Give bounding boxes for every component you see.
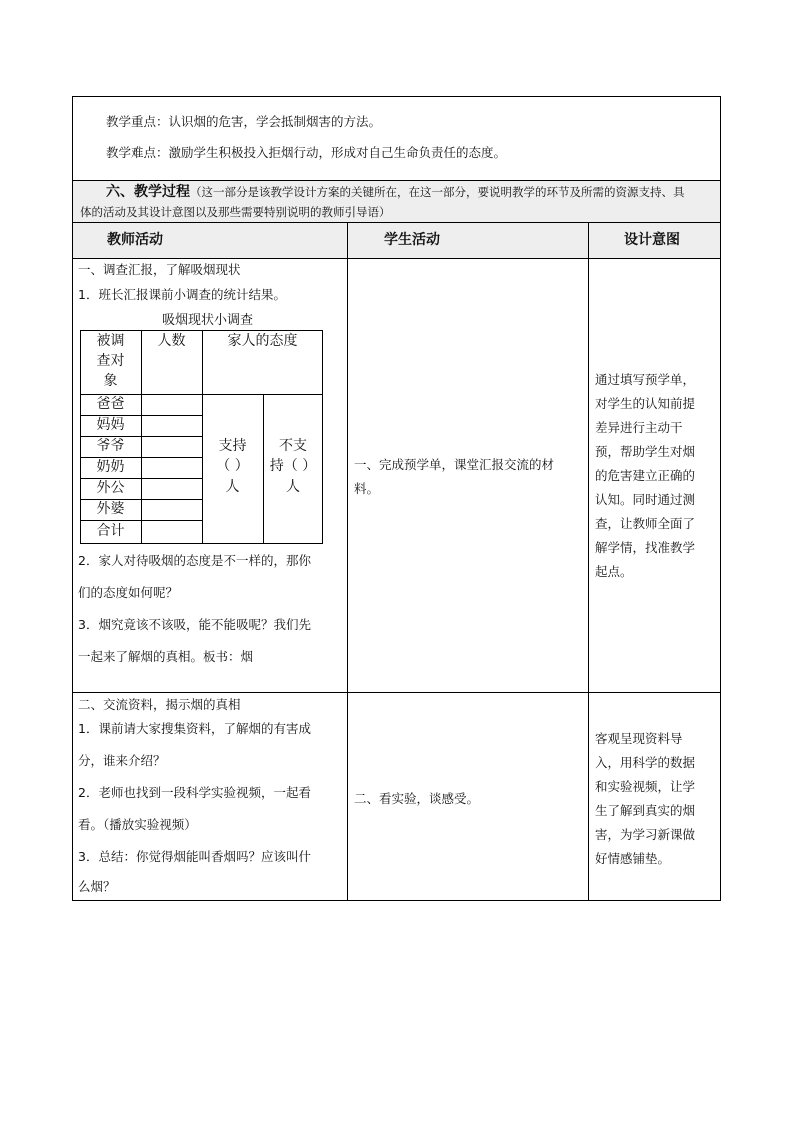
survey-row-label: 外公 <box>96 480 125 496</box>
survey-support: （ ） <box>216 458 249 474</box>
table-border-left <box>72 96 73 901</box>
intent-r1-line: 预，帮助学生对烟 <box>595 444 696 459</box>
survey-line <box>80 394 323 395</box>
teacher-r2-line: 二、交流资料，揭示烟的真相 <box>78 697 241 712</box>
survey-row-label: 爸爸 <box>96 396 125 412</box>
intent-r1-line: 起点。 <box>595 564 633 579</box>
column-header-intent: 设计意图 <box>624 232 680 248</box>
survey-row-label: 外婆 <box>96 501 125 517</box>
process-note-2: 体的活动及其设计意图以及那些需要特别说明的教师引导语） <box>80 205 391 219</box>
survey-title: 吸烟现状小调查 <box>162 313 254 328</box>
teacher-r1-after: 2．家人对待吸烟的态度是不一样的，那你 <box>78 553 311 568</box>
teacher-r2-line: 1．课前请大家搜集资料，了解烟的有害成 <box>78 721 311 736</box>
survey-header-subject: 象 <box>103 373 118 389</box>
student-r1-line: 料。 <box>354 481 380 496</box>
survey-row-label: 妈妈 <box>96 417 125 433</box>
survey-row-label: 合计 <box>96 523 125 539</box>
survey-oppose: 不支 <box>279 438 307 454</box>
teacher-r2-line: 分，谁来介绍？ <box>78 753 166 768</box>
survey-row-label: 奶奶 <box>96 459 125 475</box>
survey-line <box>141 330 142 544</box>
intent-r1-line: 解学情，找准教学 <box>595 540 696 555</box>
teacher-r2-line: 看。（播放实验视频） <box>78 817 197 832</box>
process-title: 六、教学过程 <box>106 184 190 200</box>
table-border-right <box>720 96 721 901</box>
survey-line <box>80 457 202 458</box>
teacher-r2-line: 3．总结：你觉得烟能叫香烟吗？应该叫什 <box>78 849 311 864</box>
column-divider <box>347 222 348 901</box>
table-line <box>72 222 721 223</box>
teacher-r1-line: 1．班长汇报课前小调查的统计结果。 <box>78 287 286 302</box>
teacher-r1-line: 一、调查汇报，了解吸烟现状 <box>78 262 241 277</box>
intent-r2-line: 好情感铺垫。 <box>595 851 671 866</box>
survey-support: 人 <box>225 479 240 495</box>
survey-line <box>202 330 203 544</box>
table-line <box>72 180 721 181</box>
table-border-bottom <box>72 900 721 901</box>
column-header-student: 学生活动 <box>384 232 440 248</box>
table-line <box>72 258 721 259</box>
intent-r2-line: 害，为学习新课做 <box>595 827 696 842</box>
survey-support: 支持 <box>218 438 247 454</box>
difficulty-text: 教学难点：激励学生积极投入拒烟行动，形成对自己生命负责任的态度。 <box>106 145 507 160</box>
survey-header-subject: 被调 <box>96 333 125 349</box>
process-note-1: （这一部分是该教学设计方案的关键所在，在这一部分，要说明教学的环节及所需的资源支持、具 <box>190 185 685 199</box>
survey-line <box>80 520 202 521</box>
survey-line <box>80 499 202 500</box>
survey-line <box>80 436 202 437</box>
teacher-r1-after: 一起来了解烟的真相。板书：烟 <box>78 649 254 664</box>
survey-oppose: 人 <box>286 479 300 495</box>
intent-r1-line: 认知。同时通过测 <box>595 492 696 507</box>
intent-r2-line: 和实验视频，让学 <box>595 779 696 794</box>
teacher-r2-line: 么烟？ <box>78 879 116 894</box>
table-line <box>72 692 721 693</box>
survey-header-count: 人数 <box>157 333 186 349</box>
intent-r2-line: 入，用科学的数据 <box>595 755 696 770</box>
intent-r1-line: 查，让教师全面了 <box>595 516 696 531</box>
intent-r1-line: 差异进行主动干 <box>595 420 683 435</box>
column-header-teacher: 教师活动 <box>107 232 163 248</box>
intent-r1-line: 对学生的认知前提 <box>595 396 696 411</box>
survey-header-attitude: 家人的态度 <box>227 333 298 349</box>
teacher-r2-line: 2．老师也找到一段科学实验视频，一起看 <box>78 785 311 800</box>
survey-line <box>80 478 202 479</box>
intent-r1-line: 的危害建立正确的 <box>595 468 696 483</box>
survey-oppose: 持（ ） <box>269 458 317 474</box>
student-r1-line: 一、完成预学单，课堂汇报交流的材 <box>354 457 555 472</box>
column-divider <box>588 222 589 901</box>
intent-r1-line: 通过填写预学单， <box>595 372 696 387</box>
teacher-r1-after: 3．烟究竟该不该吸，能不能吸呢？我们先 <box>78 617 311 632</box>
survey-row-label: 爷爷 <box>96 438 125 454</box>
survey-line <box>80 415 202 416</box>
student-r2-line: 二、看实验，谈感受。 <box>354 791 480 806</box>
teacher-r1-after: 们的态度如何呢？ <box>78 585 179 600</box>
process-title-line <box>106 184 685 200</box>
table-border-top <box>72 96 721 97</box>
survey-header-subject: 查对 <box>96 353 125 369</box>
intent-r2-line: 客观呈现资料导 <box>595 731 683 746</box>
intent-r2-line: 生了解到真实的烟 <box>595 803 696 818</box>
key-point-text: 教学重点：认识烟的危害，学会抵制烟害的方法。 <box>106 114 382 129</box>
